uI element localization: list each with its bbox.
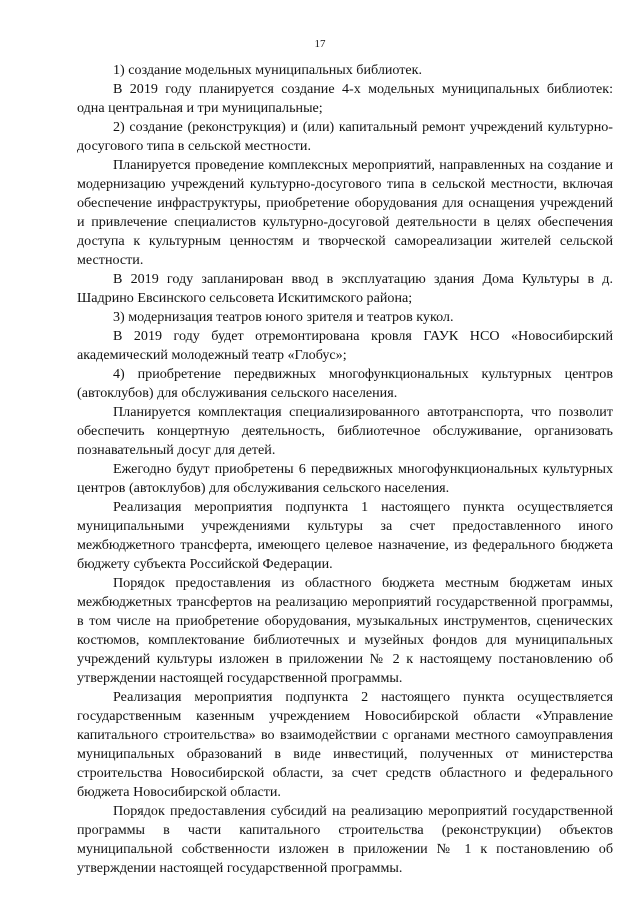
paragraph: 3) модернизация театров юного зрителя и театров кукол. — [113, 309, 454, 325]
document-body — [77, 61, 613, 878]
paragraph: Планируется проведение комплексных мероприятий, направленных на создание и модернизацию учреждений культурно-досугового типа в сельской местности, включая обеспечение инфраструктуры, приобретение оборудования для оснащения учреждений и привлечение специалистов культурно-досуговой деятельности в целях обеспечения доступа к культурным ценностям и творческой самореализации жителей сельской местности. — [77, 157, 613, 268]
paragraph: Реализация мероприятия подпункта 2 настоящего пункта осуществляется государственным казенным учреждением Новосибирской области «Управление капитального строительства» во взаимодействии с органами местного самоуправления муниципальных образований в виде инвестиций, полученных от министерства строительства Новосибирской области, за счет средств областного и федерального бюджета Новосибирской области. — [77, 689, 613, 800]
paragraph: Порядок предоставления субсидий на реализацию мероприятий государственной программы в части капитального строительства (реконструкции) объектов муниципальной собственности изложен в приложении № 1 к постановлению об утверждении настоящей государственной программы. — [77, 803, 613, 876]
paragraph: 1) создание модельных муниципальных библиотек. — [113, 62, 423, 78]
paragraph: 2) создание (реконструкция) и (или) капитальный ремонт учреждений культурно-досугового типа в сельской местности. — [77, 119, 613, 154]
paragraph: Ежегодно будут приобретены 6 передвижных многофункциональных культурных центров (автоклубов) для обслуживания сельского населения. — [77, 461, 613, 496]
paragraph: В 2019 году планируется создание 4-х модельных муниципальных библиотек: одна центральная и три муниципальные; — [77, 81, 613, 116]
paragraph: В 2019 году будет отремонтирована кровля ГАУК НСО «Новосибирский академический молодежный театр «Глобус»; — [77, 328, 613, 363]
paragraph: Порядок предоставления из областного бюджета местным бюджетам иных межбюджетных трансфертов на реализацию мероприятий государственной программы, в том числе на приобретение оборудования, музыкальных инструментов, сценических костюмов, комплектование библиотечных и музейных фондов для муниципальных учреждений культуры изложен в приложении № 2 к настоящему постановлению об утверждении настоящей государственной программы. — [77, 575, 613, 686]
paragraph: Планируется комплектация специализированного автотранспорта, что позволит обеспечить концертную деятельность, библиотечное обслуживание, организовать познавательный досуг для детей. — [77, 404, 613, 458]
paragraph: 4) приобретение передвижных многофункциональных культурных центров (автоклубов) для обслуживания сельского населения. — [77, 366, 613, 401]
page-number: 17 — [314, 38, 326, 50]
paragraph: В 2019 году запланирован ввод в эксплуатацию здания Дома Культуры в д. Шадрино Евсинского сельсовета Искитимского района; — [77, 271, 613, 306]
paragraph: Реализация мероприятия подпункта 1 настоящего пункта осуществляется муниципальными учреждениями культуры за счет предоставленного иного межбюджетного трансферта, имеющего целевое назначение, из федерального бюджета бюджету субъекта Российской Федерации. — [77, 499, 613, 572]
